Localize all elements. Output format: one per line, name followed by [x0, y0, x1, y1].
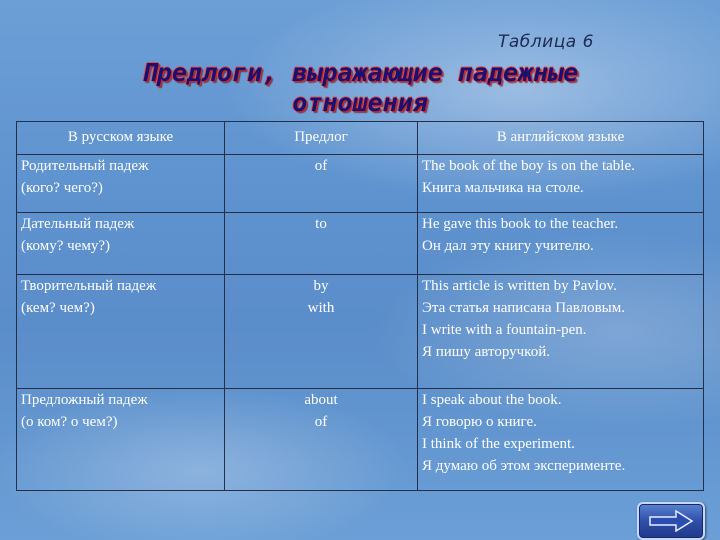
- table-row: [17, 275, 704, 389]
- example-line: Я думаю об этом эксперименте.: [422, 458, 626, 474]
- case-question: (кого? чего?): [21, 180, 103, 196]
- case-name: Творительный падеж: [21, 278, 157, 294]
- preposition-cell: [225, 389, 418, 491]
- example-line: Книга мальчика на столе.: [422, 180, 584, 196]
- case-cell: [17, 275, 225, 389]
- example-line: The book of the boy is on the table.: [422, 158, 635, 174]
- case-cell: [17, 155, 225, 213]
- preposition: by: [313, 278, 329, 294]
- case-cell: [17, 389, 225, 491]
- header-russian: В русском языке: [17, 122, 225, 155]
- case-question: (кем? чем?): [21, 300, 95, 316]
- preposition: of: [314, 158, 328, 174]
- example-line: Я говорю о книге.: [422, 414, 537, 430]
- table-row: [17, 389, 704, 491]
- table-row: [17, 155, 704, 213]
- prepositions-table: [16, 121, 704, 491]
- preposition: with: [307, 300, 335, 316]
- header-preposition: Предлог: [225, 122, 418, 155]
- next-slide-button[interactable]: [637, 502, 705, 540]
- title-line-1: Предлоги, выражающие падежные: [141, 58, 579, 87]
- example-line: Эта статья написана Павловым.: [422, 300, 625, 316]
- example-line: I think of the experiment.: [422, 436, 575, 452]
- example-line: I write with a fountain-pen.: [422, 322, 587, 338]
- example-line: I speak about the book.: [422, 392, 562, 408]
- preposition: to: [315, 216, 327, 232]
- table-row: [17, 213, 704, 275]
- case-name: Предложный падеж: [21, 392, 148, 408]
- title-line-2: отношения: [292, 88, 428, 117]
- table-caption: Таблица 6: [498, 32, 594, 52]
- case-name: Родительный падеж: [21, 158, 149, 174]
- preposition: of: [314, 414, 328, 430]
- preposition-cell: [225, 275, 418, 389]
- case-name: Дательный падеж: [21, 216, 135, 232]
- example-cell: [418, 275, 704, 389]
- example-cell: [418, 213, 704, 275]
- case-cell: [17, 213, 225, 275]
- example-cell: [418, 155, 704, 213]
- example-line: Он дал эту книгу учителю.: [422, 238, 594, 254]
- table-header-row: [17, 122, 704, 155]
- example-line: Я пишу авторучкой.: [422, 344, 550, 360]
- header-english: В английском языке: [418, 122, 704, 155]
- example-line: This article is written by Pavlov.: [422, 278, 617, 294]
- preposition-cell: [225, 213, 418, 275]
- slide-title: [80, 58, 640, 118]
- example-line: He gave this book to the teacher.: [422, 216, 619, 232]
- preposition-cell: [225, 155, 418, 213]
- case-question: (о ком? о чем?): [21, 414, 118, 430]
- example-cell: [418, 389, 704, 491]
- case-question: (кому? чему?): [21, 238, 110, 254]
- preposition: about: [304, 392, 338, 408]
- arrow-right-icon: [648, 510, 694, 532]
